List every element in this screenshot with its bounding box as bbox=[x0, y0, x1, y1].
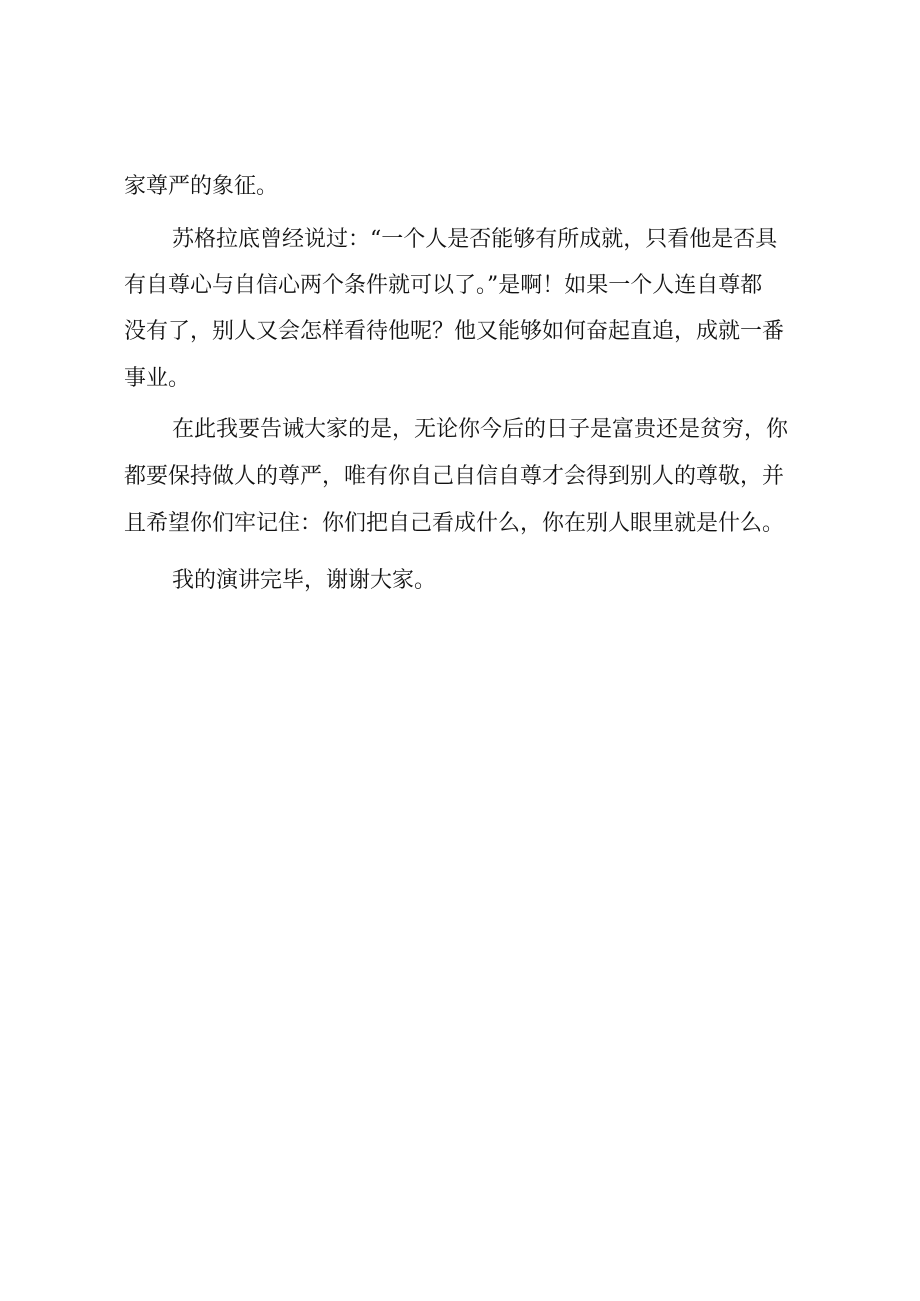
text-line: 我的演讲完毕，谢谢大家。 bbox=[172, 568, 437, 593]
text-line: 事业。 bbox=[124, 366, 191, 391]
text-line: 没有了，别人又会怎样看待他呢？他又能够如何奋起直追，成就一番 bbox=[124, 319, 785, 344]
text-line: 有自尊心与自信心两个条件就可以了。”是啊！如果一个人连自尊都 bbox=[124, 273, 763, 298]
text-line: 且希望你们牢记住：你们把自己看成什么，你在别人眼里就是什么。 bbox=[124, 511, 785, 536]
text-line: 苏格拉底曾经说过：“一个人是否能够有所成就，只看他是否具 bbox=[172, 227, 778, 252]
text-line: 都要保持做人的尊严，唯有你自己自信自尊才会得到别人的尊敬，并 bbox=[124, 464, 785, 489]
text-line: 家尊严的象征。 bbox=[124, 174, 279, 199]
text-line: 在此我要告诫大家的是，无论你今后的日子是富贵还是贫穷，你 bbox=[172, 417, 789, 442]
